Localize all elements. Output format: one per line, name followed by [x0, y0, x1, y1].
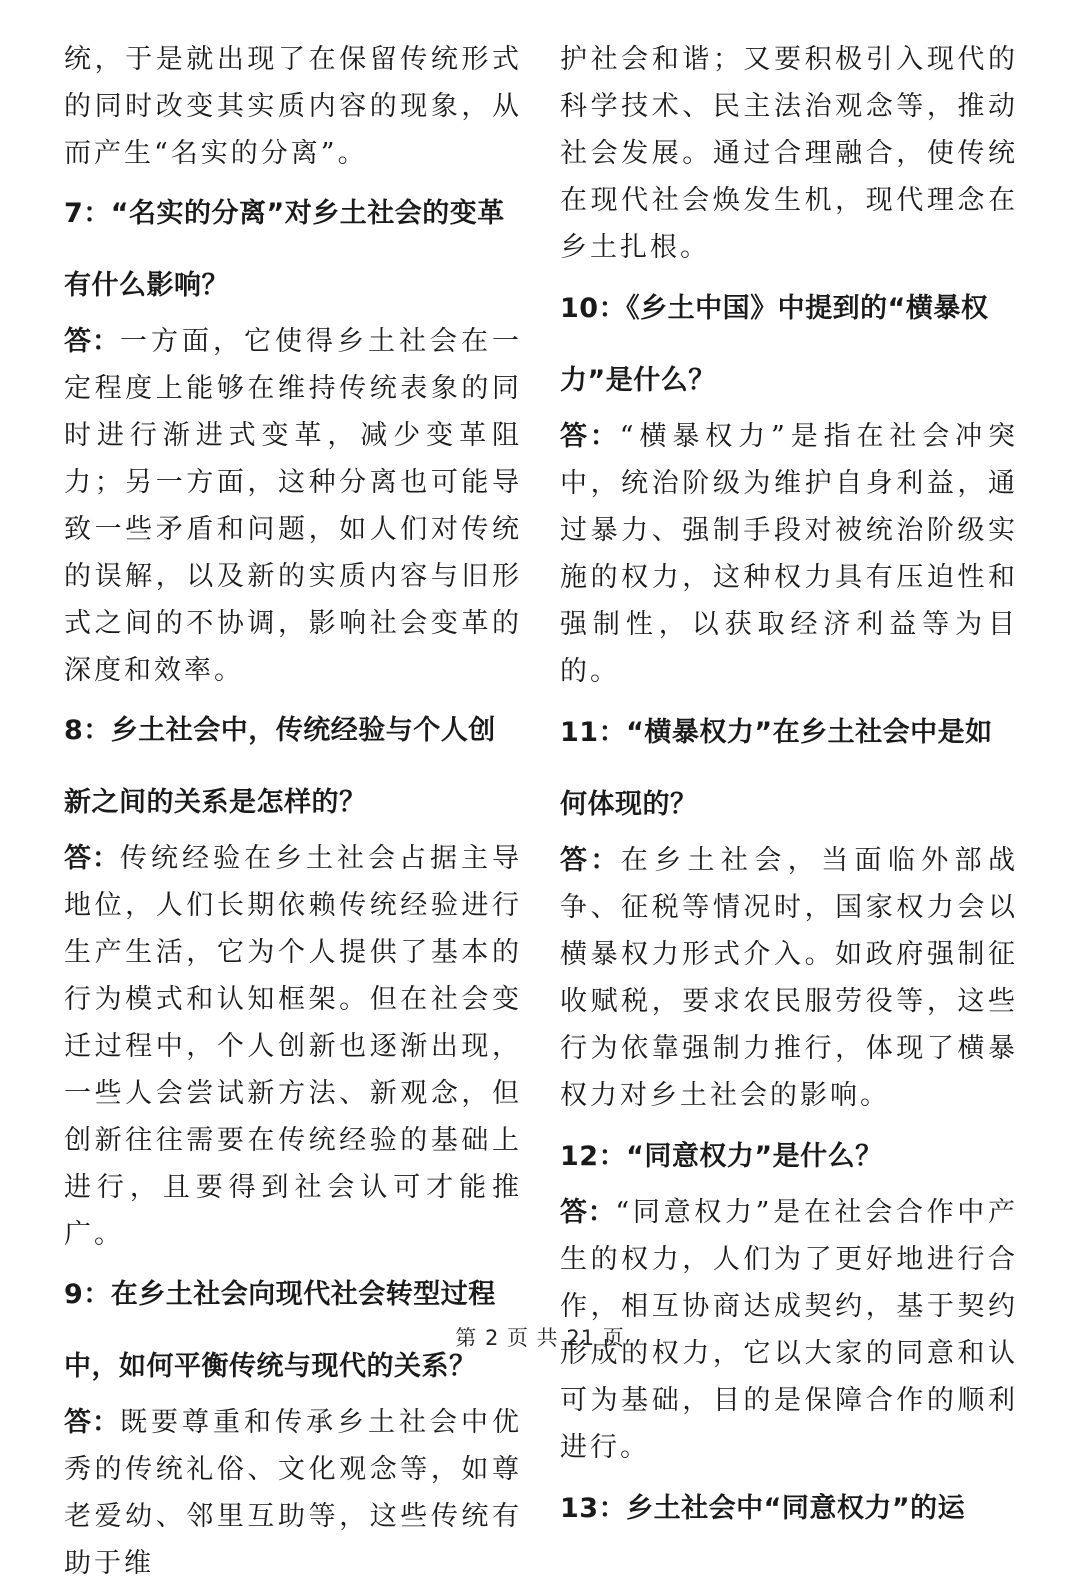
answer-7 [64, 318, 522, 694]
answer-11 [560, 837, 1018, 1119]
question-8-heading: 8：乡土社会中，传统经验与个人创新之间的关系是怎样的？ [64, 715, 496, 818]
answer-11-text: 在乡土社会，当面临外部战争、征税等情况时，国家权力会以横暴权力形式介入。如政府强制征收赋税，要求农民服劳役等，这些行为依靠强制力推行，体现了横暴权力对乡土社会的影响。 [560, 845, 1019, 1111]
paragraph-continuation: 护社会和谐；又要积极引入现代的科学技术、民主法治观念等，推动社会发展。通过合理融合，使传统在现代社会焕发生机，现代理念在乡土扎根。 [560, 44, 1018, 263]
question-7-heading: 7：“名实的分离”对乡土社会的变革有什么影响？ [64, 198, 505, 301]
page-number-footer: 第 2 页 共 21 页 [455, 1326, 625, 1350]
question-9-heading: 9：在乡土社会向现代社会转型过程中，如何平衡传统与现代的关系？ [64, 1279, 496, 1382]
left-column [64, 36, 522, 1587]
answer-label: 答： [560, 845, 621, 876]
answer-8-text: 传统经验在乡土社会占据主导地位，人们长期依赖传统经验进行生产生活，它为个人提供了基本的行为模式和认知框架。但在社会变迁过程中，个人创新也逐渐出现，一些人会尝试新方法、新观念，但创新往往需要在传统经验的基础上进行，且要得到社会认可才能推广。 [64, 843, 522, 1250]
answer-9-text: 既要尊重和传承乡土社会中优秀的传统礼俗、文化观念等，如尊老爱幼、邻里互助等，这些传统有助于维 [64, 1407, 522, 1579]
answer-7-text: 一方面，它使得乡土社会在一定程度上能够在维持传统表象的同时进行渐进式变革，减少变革阻力；另一方面，这种分离也可能导致一些矛盾和问题，如人们对传统的误解，以及新的实质内容与旧形式之间的不协调，影响社会变革的深度和效率。 [64, 326, 522, 686]
answer-label: 答： [560, 1197, 616, 1228]
answer-label: 答： [64, 1407, 120, 1438]
answer-8 [64, 835, 522, 1258]
answer-12-text: “同意权力”是在社会合作中产生的权力，人们为了更好地进行合作，相互协商达成契约，基于契约形成的权力，它以大家的同意和认可为基础，目的是保障合作的顺利进行。 [560, 1197, 1019, 1463]
question-13-heading: 13：乡土社会中“同意权力”的运 [560, 1493, 966, 1524]
answer-label: 答： [64, 326, 120, 357]
right-column [560, 36, 1018, 1541]
paragraph-continuation: 统，于是就出现了在保留传统形式的同时改变其实质内容的现象，从而产生“名实的分离”。 [64, 44, 522, 169]
answer-10-text: “横暴权力”是指在社会冲突中，统治阶级为维护自身利益，通过暴力、强制手段对被统治阶级实施的权力，这种权力具有压迫性和强制性，以获取经济利益等为目的。 [560, 421, 1019, 687]
question-10-heading: 10：《乡土中国》中提到的“横暴权力”是什么？ [560, 293, 989, 396]
question-12-heading: 12：“同意权力”是什么？ [560, 1141, 883, 1172]
answer-9 [64, 1399, 522, 1587]
question-11-heading: 11：“横暴权力”在乡土社会中是如何体现的？ [560, 717, 993, 820]
answer-10 [560, 413, 1018, 695]
answer-label: 答： [64, 843, 120, 874]
answer-label: 答： [560, 421, 620, 452]
